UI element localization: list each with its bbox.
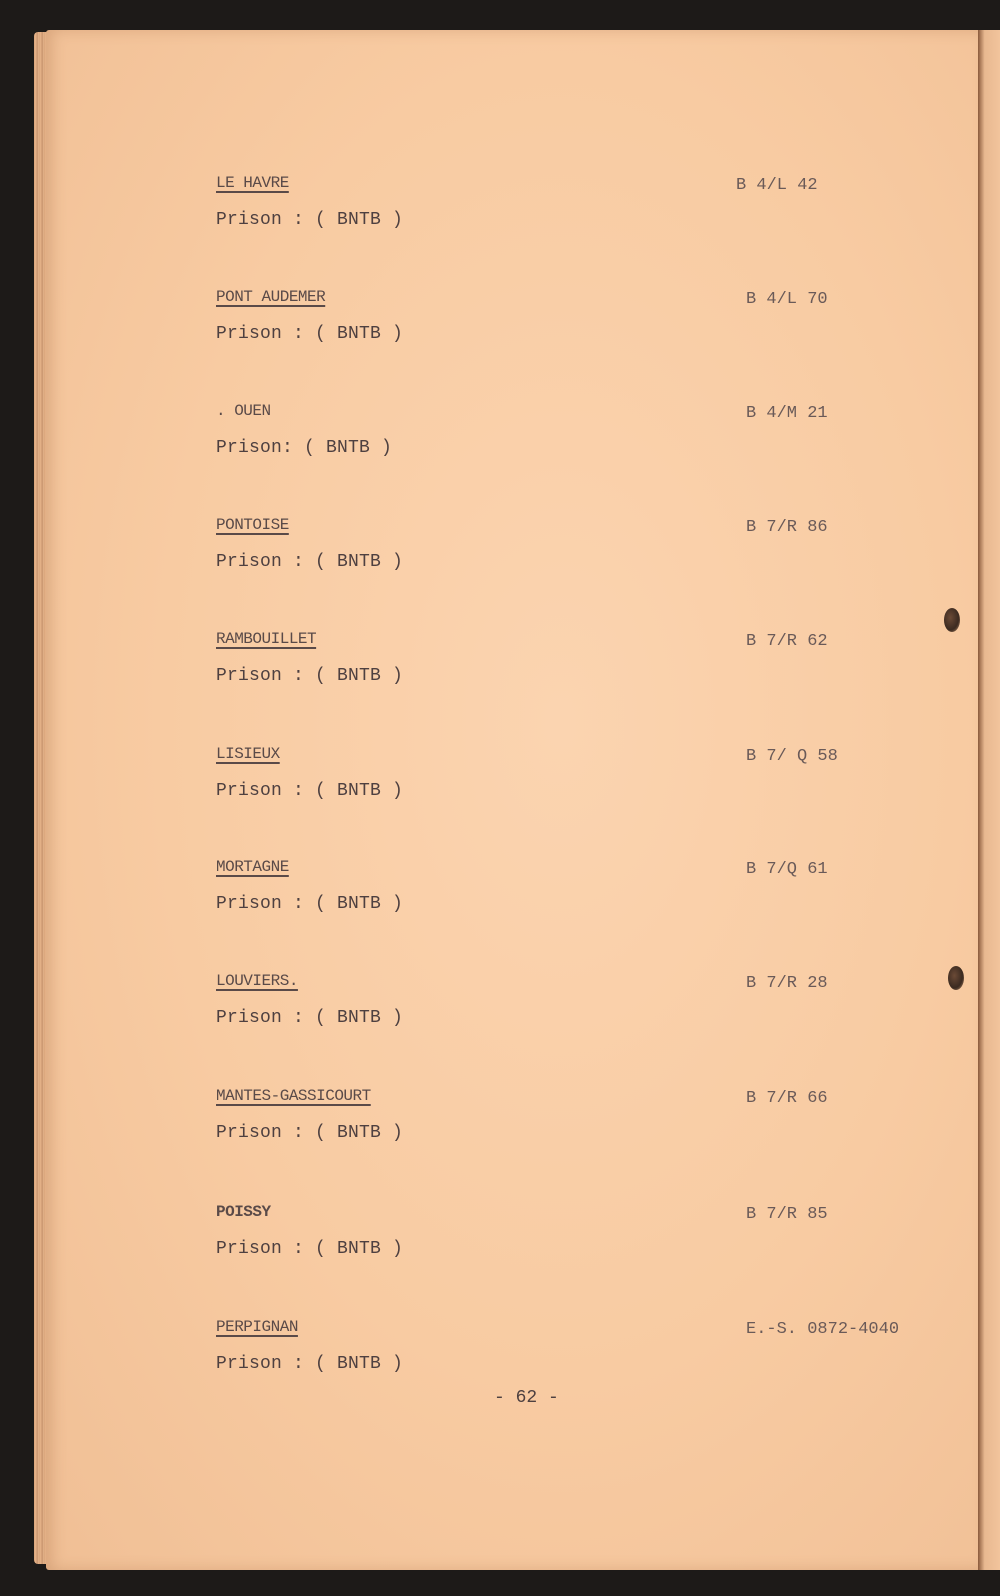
place-name: LE HAVRE: [216, 174, 289, 192]
place-name: MANTES-GASSICOURT: [216, 1087, 371, 1105]
place-name: . OUEN: [216, 402, 271, 420]
list-item: [216, 402, 896, 482]
prison-line: Prison : ( BNTB ): [216, 781, 404, 801]
place-name: PONT AUDEMER: [216, 288, 326, 306]
place-name: LOUVIERS.: [216, 972, 298, 990]
archive-reference: B 4/M 21: [746, 404, 828, 423]
list-item: [216, 1318, 900, 1398]
place-name: RAMBOUILLET: [216, 630, 317, 648]
place-name: PONTOISE: [216, 516, 289, 534]
list-item: [216, 1203, 896, 1283]
prison-line: Prison : ( BNTB ): [216, 894, 404, 914]
list-item: [216, 288, 896, 368]
list-item: [216, 516, 896, 596]
archive-reference: B 7/R 62: [746, 632, 828, 651]
archive-reference: B 7/ Q 58: [746, 747, 838, 766]
place-name: PERPIGNAN: [216, 1318, 298, 1336]
archive-reference: B 7/R 66: [746, 1089, 828, 1108]
list-item: [216, 630, 896, 710]
prison-line: Prison : ( BNTB ): [216, 210, 404, 230]
archive-reference: B 4/L 42: [736, 176, 818, 195]
prison-line: Prison : ( BNTB ): [216, 1239, 404, 1259]
prison-line: Prison : ( BNTB ): [216, 324, 404, 344]
prison-line: Prison : ( BNTB ): [216, 552, 404, 572]
archive-reference: E.-S. 0872-4040: [746, 1320, 900, 1339]
archive-reference: B 7/R 28: [746, 974, 828, 993]
archive-reference: B 7/Q 61: [746, 860, 828, 879]
list-item: [216, 745, 896, 825]
list-item: [216, 1087, 896, 1167]
archive-reference: B 7/R 85: [746, 1205, 828, 1224]
list-item: [216, 972, 896, 1052]
archive-reference: B 4/L 70: [746, 290, 828, 309]
place-name: POISSY: [216, 1203, 271, 1221]
prison-line: Prison : ( BNTB ): [216, 666, 404, 686]
list-item: [216, 858, 896, 938]
place-name: MORTAGNE: [216, 858, 289, 876]
page-number: - 62 -: [494, 1388, 559, 1408]
place-name: LISIEUX: [216, 745, 280, 763]
prison-line: Prison : ( BNTB ): [216, 1008, 404, 1028]
archive-reference: B 7/R 86: [746, 518, 828, 537]
prison-line: Prison: ( BNTB ): [216, 438, 393, 458]
prison-line: Prison : ( BNTB ): [216, 1123, 404, 1143]
list-item: [216, 174, 896, 254]
prison-line: Prison : ( BNTB ): [216, 1354, 404, 1374]
